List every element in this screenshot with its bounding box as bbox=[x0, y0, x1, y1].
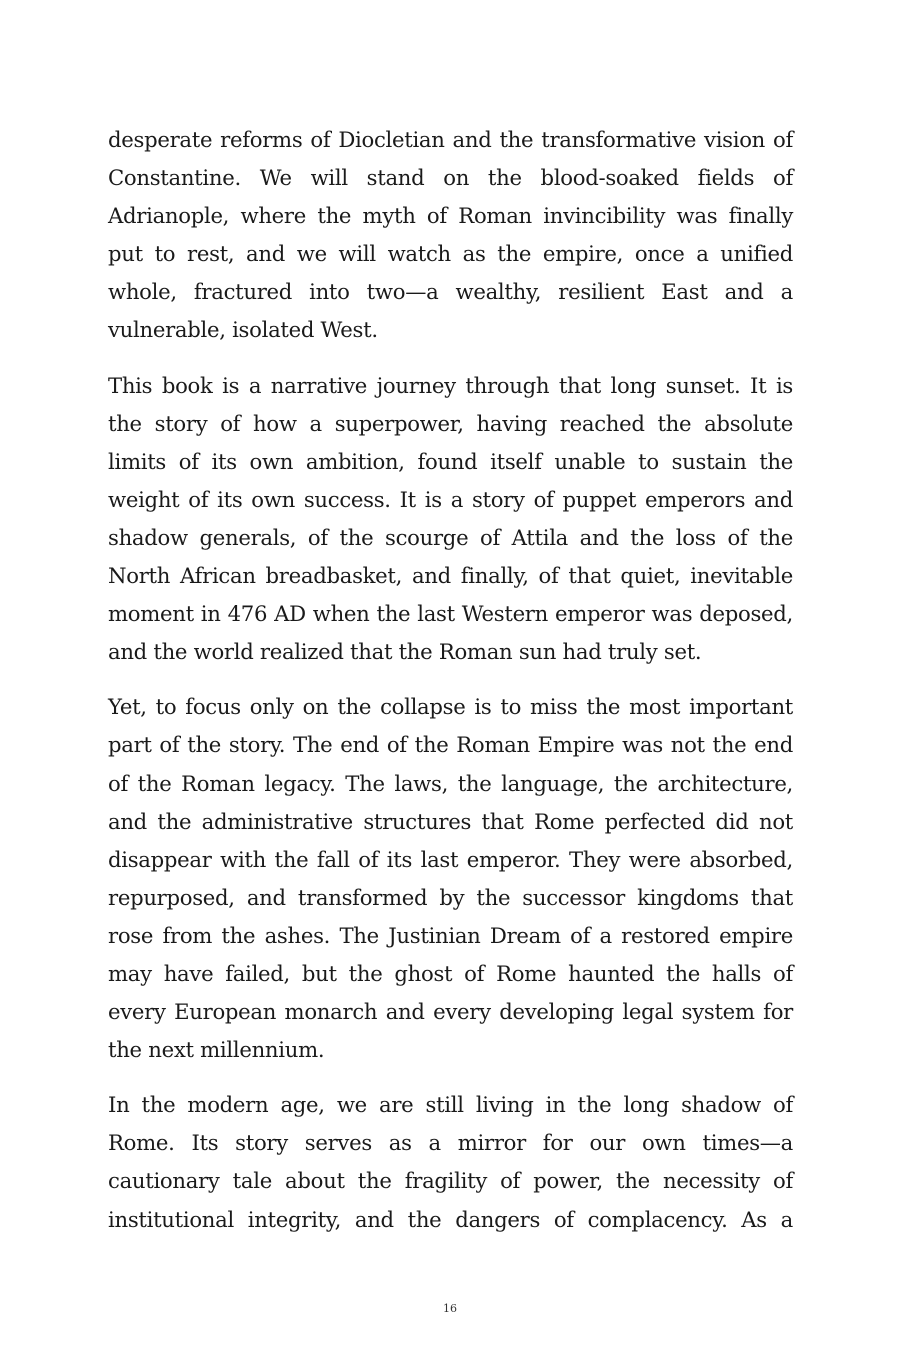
paragraph-3: Yet, to focus only on the collapse is to miss the most important part of the story. The end of the Roman Empire was not the end of the Roman legacy. The laws, the language, the architecture, and the administrative structures that Rome perfected did not disappear with the fall of its last emperor. They were absorbed, repurposed, and transformed by the successor kingdoms that rose from the ashes. The Justinian Dream of a restored empire may have failed, but the ghost of Rome haunted the halls of every European monarch and every developing legal system for the next millennium. bbox=[108, 694, 793, 1063]
paragraph-1: desperate reforms of Diocletian and the transformative vision of Constantine. We will stand on the blood-soaked fields of Adrianople, where the myth of Roman invincibility was finally put to rest, and we will watch as the empire, once a unified whole, fractured into two—a wealthy, resilient East and a vulnerable, isolated West. bbox=[108, 127, 793, 343]
body-text bbox=[108, 121, 793, 1239]
paragraph-2: This book is a narrative journey through that long sunset. It is the story of how a superpower, having reached the absolute limits of its own ambition, found itself unable to sustain the weight of its own success. It is a story of puppet emperors and shadow generals, of the scourge of Attila and the loss of the North African breadbasket, and finally, of that quiet, inevitable moment in 476 AD when the last Western emperor was deposed, and the world realized that the Roman sun had truly set. bbox=[108, 372, 793, 665]
page-number: 16 bbox=[443, 1302, 457, 1315]
paragraph-4: In the modern age, we are still living in the long shadow of Rome. Its story serves as a mirror for our own times—a cautionary tale about the fragility of power, the necessity of institutional integrity, and the dangers of complacency. As a bbox=[108, 1092, 793, 1232]
